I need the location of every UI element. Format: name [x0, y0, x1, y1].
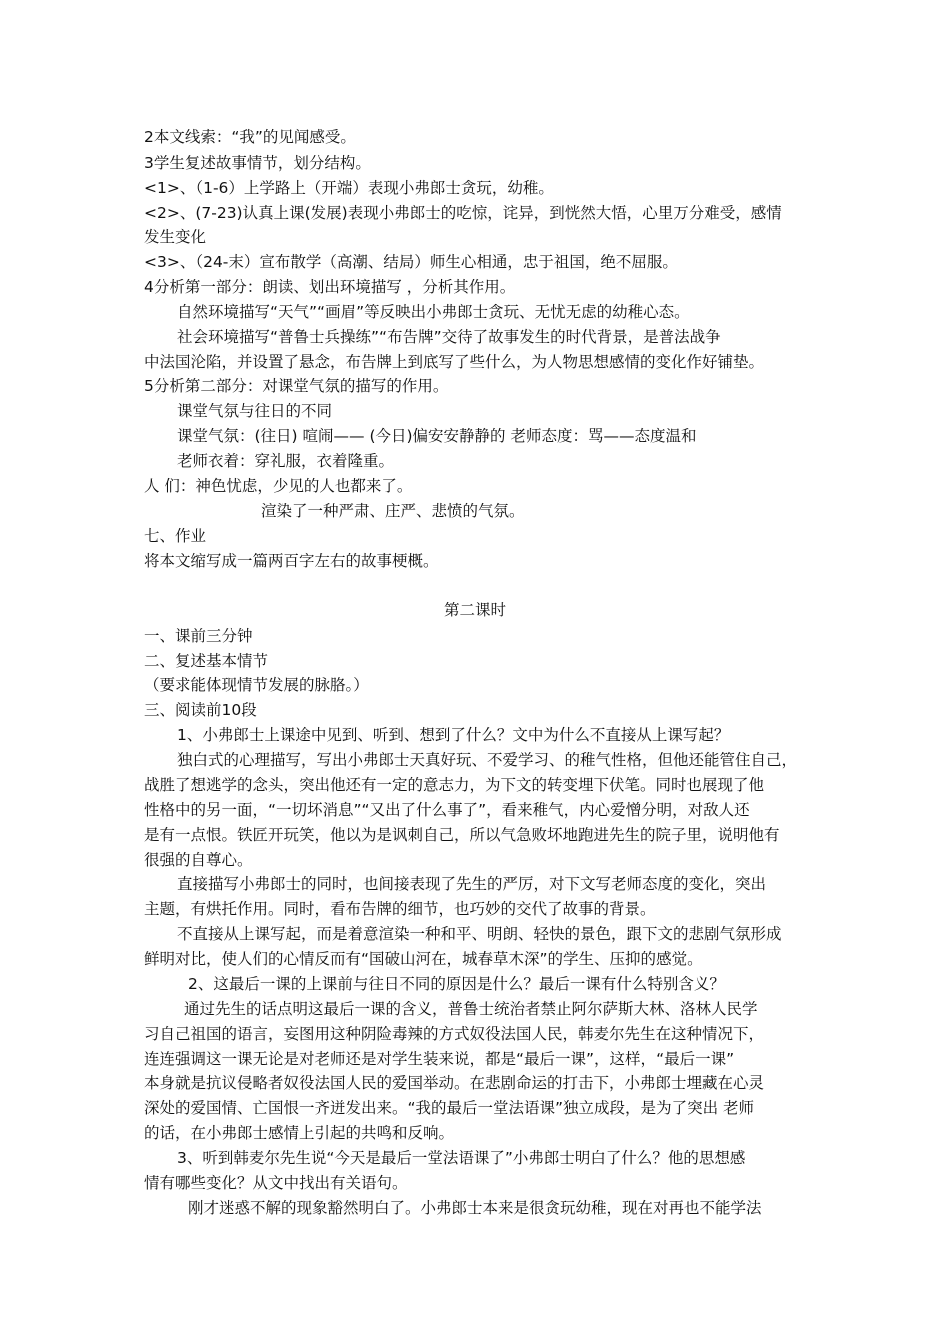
text-line: 鲜明对比，使人们的心情反而有“国破山河在，城春草木深”的学生、压抑的感觉。	[144, 950, 703, 968]
text-line: <2>、(7-23)认真上课(发展)表现小弗郎士的吃惊，诧异，到恍然大悟，心里万分难受，感情	[144, 204, 782, 222]
text-line: 课堂气氛：(往日) 喧闹—— (今日)偏安安静静的 老师态度：骂——态度温和	[177, 427, 697, 445]
text-line: 自然环境描写“天气”“画眉”等反映出小弗郎士贪玩、无忧无虑的幼稚心态。	[177, 303, 690, 321]
text-line: （要求能体现情节发展的脉胳。）	[144, 676, 369, 694]
text-line: 3学生复述故事情节，划分结构。	[144, 154, 371, 172]
text-line: 刚才迷惑不解的现象豁然明白了。小弗郎士本来是很贪玩幼稚，现在对再也不能学法	[188, 1199, 762, 1217]
text-line: <3>、（24-末）宣布散学（高潮、结局）师生心相通，忠于祖国，绝不屈服。	[144, 253, 678, 271]
text-line: 性格中的另一面，“一切坏消息”“又出了什么事了”，看来稚气，内心爱憎分明，对敌人还	[144, 801, 750, 819]
text-line: 连连强调这一课无论是对老师还是对学生装来说，都是“最后一课”，这样，“最后一课”	[144, 1050, 735, 1068]
text-line: 社会环境描写“普鲁士兵操练”“布告牌”交待了故事发生的时代背景，是普法战争	[177, 328, 721, 346]
text-line: <1>、（1-6）上学路上（开端）表现小弗郎士贪玩，幼稚。	[144, 179, 554, 197]
question-line: 2、这最后一课的上课前与往日不同的原因是什么？最后一课有什么特别含义？	[188, 975, 725, 993]
section-heading: 七、作业	[144, 527, 207, 545]
text-line: 战胜了想逃学的念头，突出他还有一定的意志力，为下文的转变埋下伏笔。同时也展现了他	[144, 776, 765, 794]
text-line: 习自己祖国的语言，妄图用这种阴险毒辣的方式奴役法国人民，韩麦尔先生在这种情况下，	[144, 1025, 765, 1043]
text-line: 本身就是抗议侵略者奴役法国人民的爱国举动。在悲剧命运的打击下，小弗郎士埋藏在心灵	[144, 1074, 765, 1092]
text-line: 的话，在小弗郎士感情上引起的共鸣和反响。	[144, 1124, 455, 1142]
text-line: 是有一点恨。铁匠开玩笑，他以为是讽刺自己，所以气急败坏地跑进先生的院子里，说明他有	[144, 826, 780, 844]
text-line: 深处的爱国情、亡国恨一齐迸发出来。“我的最后一堂法语课”独立成段，是为了突出 老师	[144, 1099, 754, 1117]
text-line: 将本文缩写成一篇两百字左右的故事梗概。	[144, 552, 439, 570]
text-line: 课堂气氛与往日的不同	[177, 402, 333, 420]
section-heading: 三、阅读前10段	[144, 701, 257, 719]
question-line: 3、听到韩麦尔先生说“今天是最后一堂法语课了”小弗郎士明白了什么？他的思想感	[177, 1149, 746, 1167]
text-line: 主题，有烘托作用。同时，看布告牌的细节，也巧妙的交代了故事的背景。	[144, 900, 656, 918]
section-heading: 一、课前三分钟	[144, 627, 253, 645]
text-line: 4分析第一部分：朗读、划出环境描写 ，分析其作用。	[144, 278, 516, 296]
text-line: 老师衣着：穿礼服，衣着隆重。	[177, 452, 395, 470]
text-line: 不直接从上课写起，而是着意渲染一种和平、明朗、轻快的景色，跟下文的悲剧气氛形成	[177, 925, 782, 943]
question-line: 1、小弗郎士上课途中见到、听到、想到了什么？文中为什么不直接从上课写起？	[177, 726, 730, 744]
text-line: 直接描写小弗郎士的同时，也间接表现了先生的严厉，对下文写老师态度的变化，突出	[177, 875, 767, 893]
text-line: 2本文线索：“我”的见闻感受。	[144, 128, 356, 146]
lesson-title: 第二课时	[443, 601, 506, 619]
text-line: 独白式的心理描写，写出小弗郎士天真好玩、不爱学习、的稚气性格，但他还能管住自己，	[177, 751, 798, 769]
text-line: 发生变化	[144, 228, 207, 246]
text-line: 人 们：神色忧虑，少见的人也都来了。	[144, 477, 413, 495]
section-heading: 二、复述基本情节	[144, 652, 269, 670]
text-line: 中法国沦陷，并设置了悬念，布告牌上到底写了些什么，为人物思想感情的变化作好铺垫。	[144, 353, 765, 371]
text-line: 5分析第二部分：对课堂气氛的描写的作用。	[144, 377, 449, 395]
text-line: 很强的自尊心。	[144, 851, 253, 869]
text-line: 通过先生的话点明这最后一课的含义，普鲁士统治者禁止阿尔萨斯大林、洛林人民学	[184, 1000, 758, 1018]
text-line: 渲染了一种严肃、庄严、悲愤的气氛。	[261, 502, 525, 520]
text-line: 情有哪些变化？从文中找出有关语句。	[144, 1174, 408, 1192]
